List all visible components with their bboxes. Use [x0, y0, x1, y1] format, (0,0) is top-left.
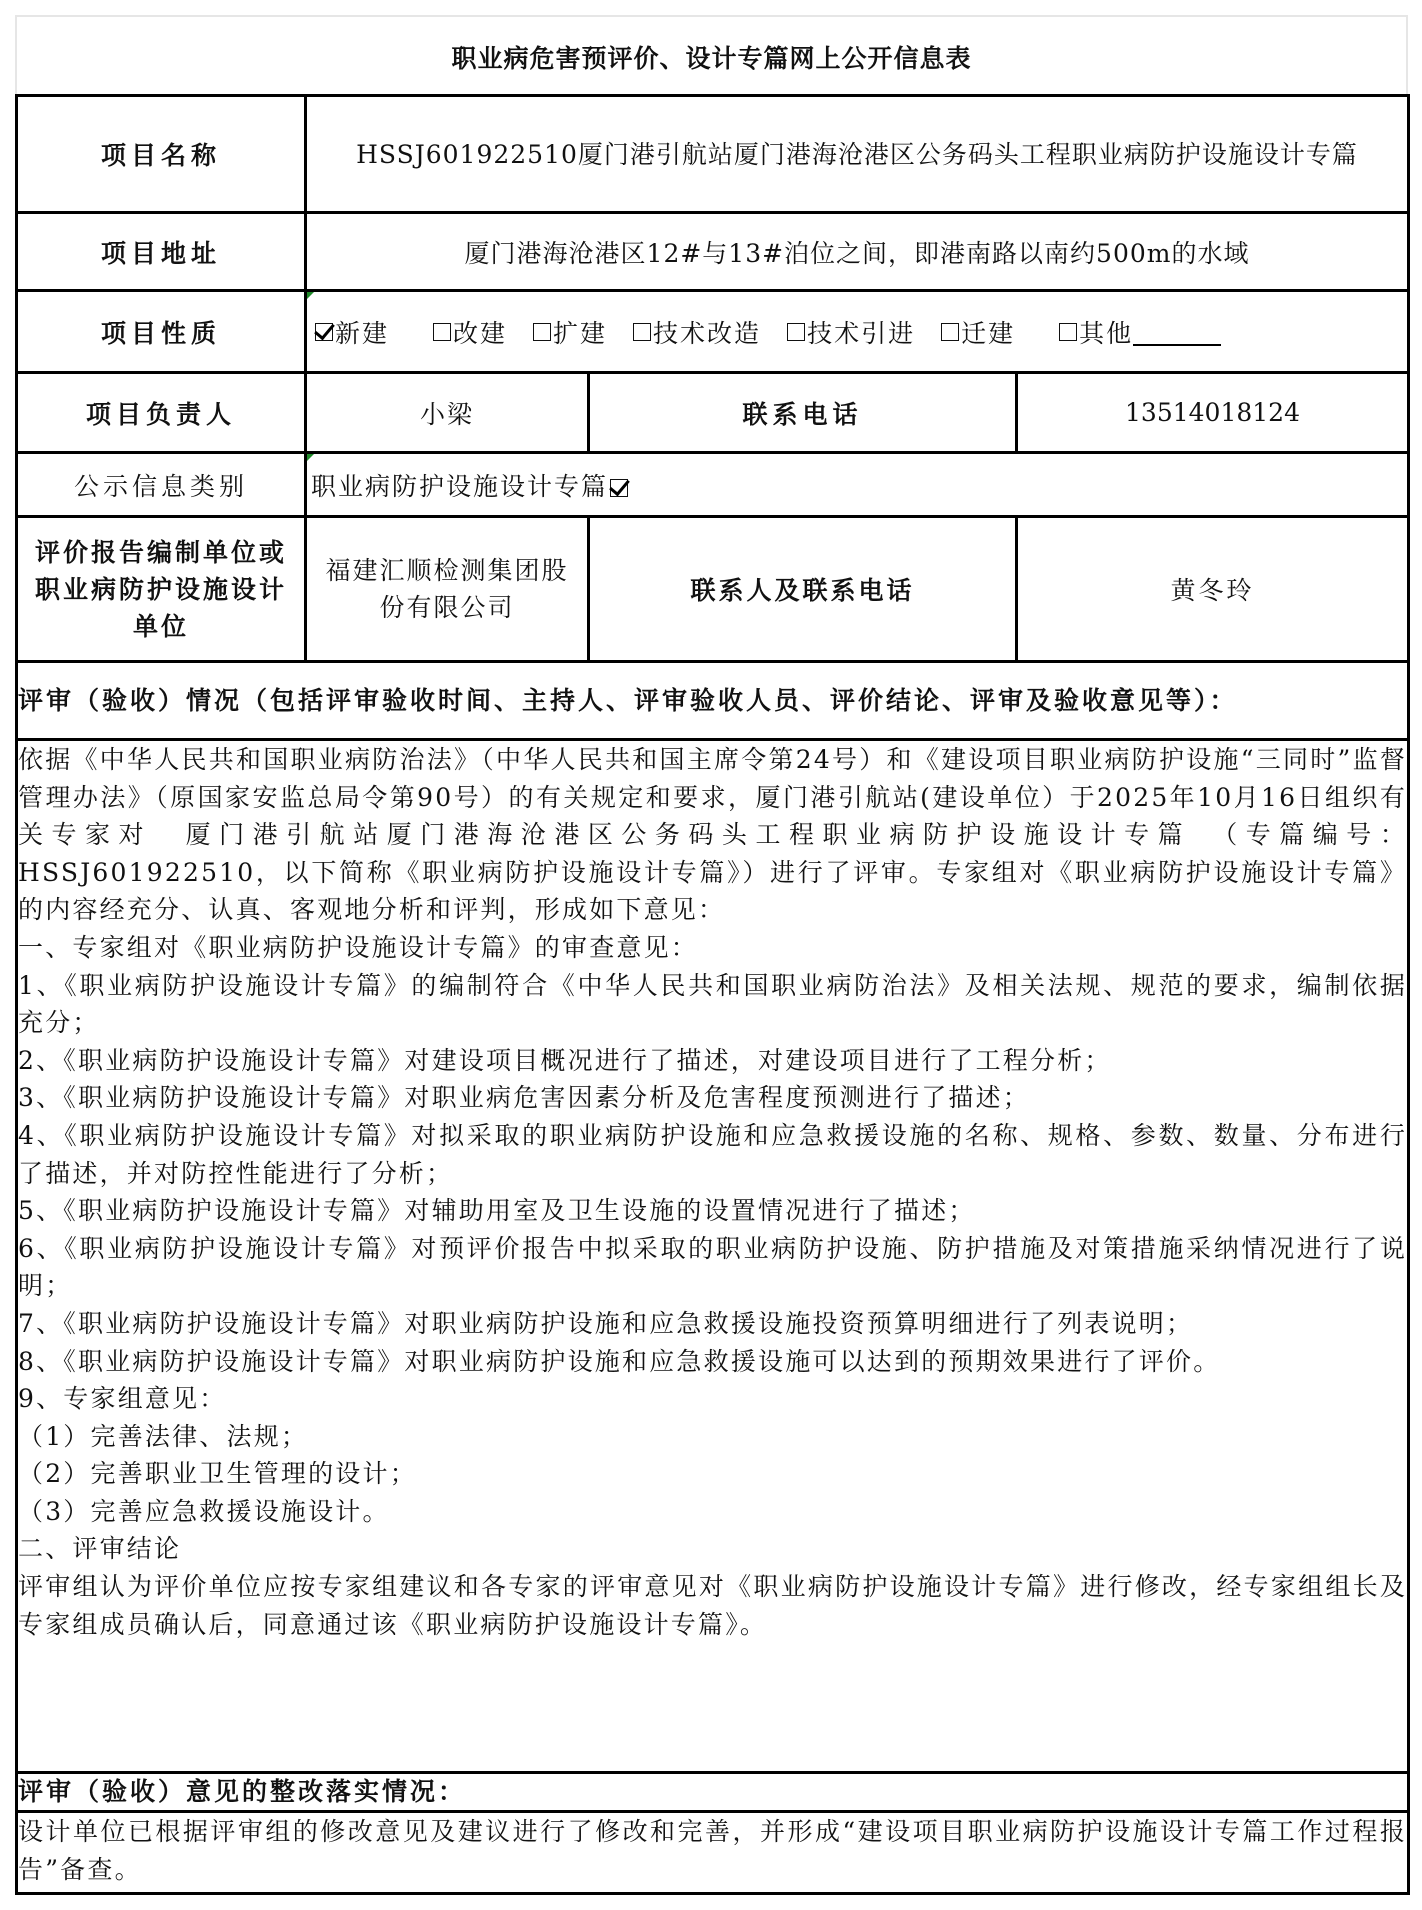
review-paragraph: （3）完善应急救援设施设计。	[18, 1496, 390, 1526]
review-paragraph: （2）完善职业卫生管理的设计；	[18, 1459, 417, 1489]
option-expansion[interactable]: 扩建	[533, 314, 607, 350]
row-review-heading	[17, 662, 1409, 740]
info-category-cell	[306, 453, 1409, 517]
review-paragraph: （1）完善法律、法规；	[18, 1421, 309, 1451]
checkbox-icon[interactable]	[433, 323, 451, 341]
review-heading: 评审（验收）情况（包括评审验收时间、主持人、评审验收人员、评价结论、评审及验收意见等）：	[17, 662, 1409, 740]
info-category-label: 公示信息类别	[17, 453, 306, 517]
project-leader-value: 小梁	[306, 373, 589, 453]
project-address-label: 项目地址	[17, 213, 306, 291]
contact-label: 联系人及联系电话	[589, 517, 1017, 662]
row-project-name	[17, 96, 1409, 213]
rectification-text: 设计单位已根据评审组的修改意见及建议进行了修改和完善，并形成“建设项目职业病防护设施设计专篇工作过程报告”备查。	[17, 1812, 1409, 1894]
review-paragraph: 9、专家组意见：	[18, 1384, 227, 1414]
contact-value: 黄冬玲	[1017, 517, 1409, 662]
checkbox-icon[interactable]	[1059, 323, 1077, 341]
project-address-value: 厦门港海沧港区12#与13#泊位之间，即港南路以南约500m的水域	[306, 213, 1409, 291]
project-name-label: 项目名称	[17, 96, 306, 213]
review-paragraph: 2、《职业病防护设施设计专篇》对建设项目概况进行了描述，对建设项目进行了工程分析；	[18, 1045, 1112, 1075]
review-paragraph: 1、《职业病防护设施设计专篇》的编制符合《中华人民共和国职业病防治法》及相关法规、规范的要求，编制依据充分；	[18, 970, 1408, 1038]
row-rectification-content	[17, 1812, 1409, 1894]
comment-marker-icon	[307, 454, 314, 461]
review-paragraph: 二、评审结论	[18, 1534, 182, 1564]
row-unit	[17, 517, 1409, 662]
option-tech-renovation[interactable]: 技术改造	[633, 314, 761, 350]
project-leader-label: 项目负责人	[17, 373, 306, 453]
review-paragraph: 依据《中华人民共和国职业病防治法》（中华人民共和国主席令第24号）和《建设项目职业病防护设施“三同时”监督管理办法》（原国家安监总局令第90号）的有关规定和要求，厦门港引航站(建设单位）于2025年10月16日组织有关专家对 厦门港引航站厦门港海沧港区公务码头工程职业病防护设施设计专篇 （专篇编号：HSSJ601922510，以下简称《职业病防护设施设计专篇》）进行了评审。专家组对《职业病防护设施设计专篇》的内容经充分、认真、客观地分析和评判，形成如下意见：	[18, 745, 1408, 925]
info-category-value: 职业病防护设施设计专篇	[311, 471, 609, 501]
option-relocation[interactable]: 迁建	[941, 314, 1015, 350]
form-title: 职业病危害预评价、设计专篇网上公开信息表	[15, 15, 1408, 96]
project-nature-options	[307, 314, 1407, 350]
checkbox-checked-icon[interactable]	[315, 323, 333, 341]
row-project-leader	[17, 373, 1409, 453]
comment-marker-icon	[307, 292, 314, 299]
review-paragraph: 3、《职业病防护设施设计专篇》对职业病危害因素分析及危害程度预测进行了描述；	[18, 1083, 1031, 1113]
rectification-heading: 评审（验收）意见的整改落实情况：	[17, 1773, 1409, 1812]
checkbox-icon[interactable]	[633, 323, 651, 341]
row-project-address	[17, 213, 1409, 291]
review-paragraph: 6、《职业病防护设施设计专篇》对预评价报告中拟采取的职业病防护设施、防护措施及对策措施采纳情况进行了说明；	[18, 1233, 1408, 1301]
option-new-build[interactable]: 新建	[315, 314, 389, 350]
row-rectification-heading	[17, 1773, 1409, 1812]
option-other[interactable]: 其他	[1059, 314, 1221, 350]
option-tech-introduction[interactable]: 技术引进	[787, 314, 915, 350]
phone-label: 联系电话	[589, 373, 1017, 453]
review-content	[17, 740, 1409, 1773]
checkbox-icon[interactable]	[787, 323, 805, 341]
checkbox-icon[interactable]	[533, 323, 551, 341]
unit-label: 评价报告编制单位或职业病防护设施设计单位	[17, 517, 306, 662]
review-paragraph: 一、专家组对《职业病防护设施设计专篇》的审查意见：	[18, 932, 699, 962]
project-nature-cell	[306, 291, 1409, 373]
review-paragraph: 8、《职业病防护设施设计专篇》对职业病防护设施和应急救援设施可以达到的预期效果进行了评价。	[18, 1346, 1221, 1376]
row-info-category	[17, 453, 1409, 517]
project-name-value: HSSJ601922510厦门港引航站厦门港海沧港区公务码头工程职业病防护设施设计专篇	[306, 96, 1409, 213]
review-paragraph: 4、《职业病防护设施设计专篇》对拟采取的职业病防护设施和应急救援设施的名称、规格、参数、数量、分布进行了描述，并对防控性能进行了分析；	[18, 1120, 1408, 1188]
review-paragraph: 5、《职业病防护设施设计专篇》对辅助用室及卫生设施的设置情况进行了描述；	[18, 1196, 976, 1226]
review-paragraph: 7、《职业病防护设施设计专篇》对职业病防护设施和应急救援设施投资预算明细进行了列表说明；	[18, 1308, 1194, 1338]
project-nature-label: 项目性质	[17, 291, 306, 373]
unit-value: 福建汇顺检测集团股份有限公司	[306, 517, 589, 662]
row-project-nature	[17, 291, 1409, 373]
other-blank-line[interactable]	[1133, 318, 1221, 346]
option-rebuild[interactable]: 改建	[433, 314, 507, 350]
checkbox-icon[interactable]	[941, 323, 959, 341]
review-paragraph: 评审组认为评价单位应按专家组建议和各专家的评审意见对《职业病防护设施设计专篇》进行修改，经专家组组长及专家组成员确认后，同意通过该《职业病防护设施设计专篇》。	[18, 1572, 1408, 1639]
checkbox-checked-icon[interactable]	[610, 479, 628, 497]
phone-value: 13514018124	[1017, 373, 1409, 453]
info-table	[15, 94, 1410, 1895]
row-review-content	[17, 740, 1409, 1773]
